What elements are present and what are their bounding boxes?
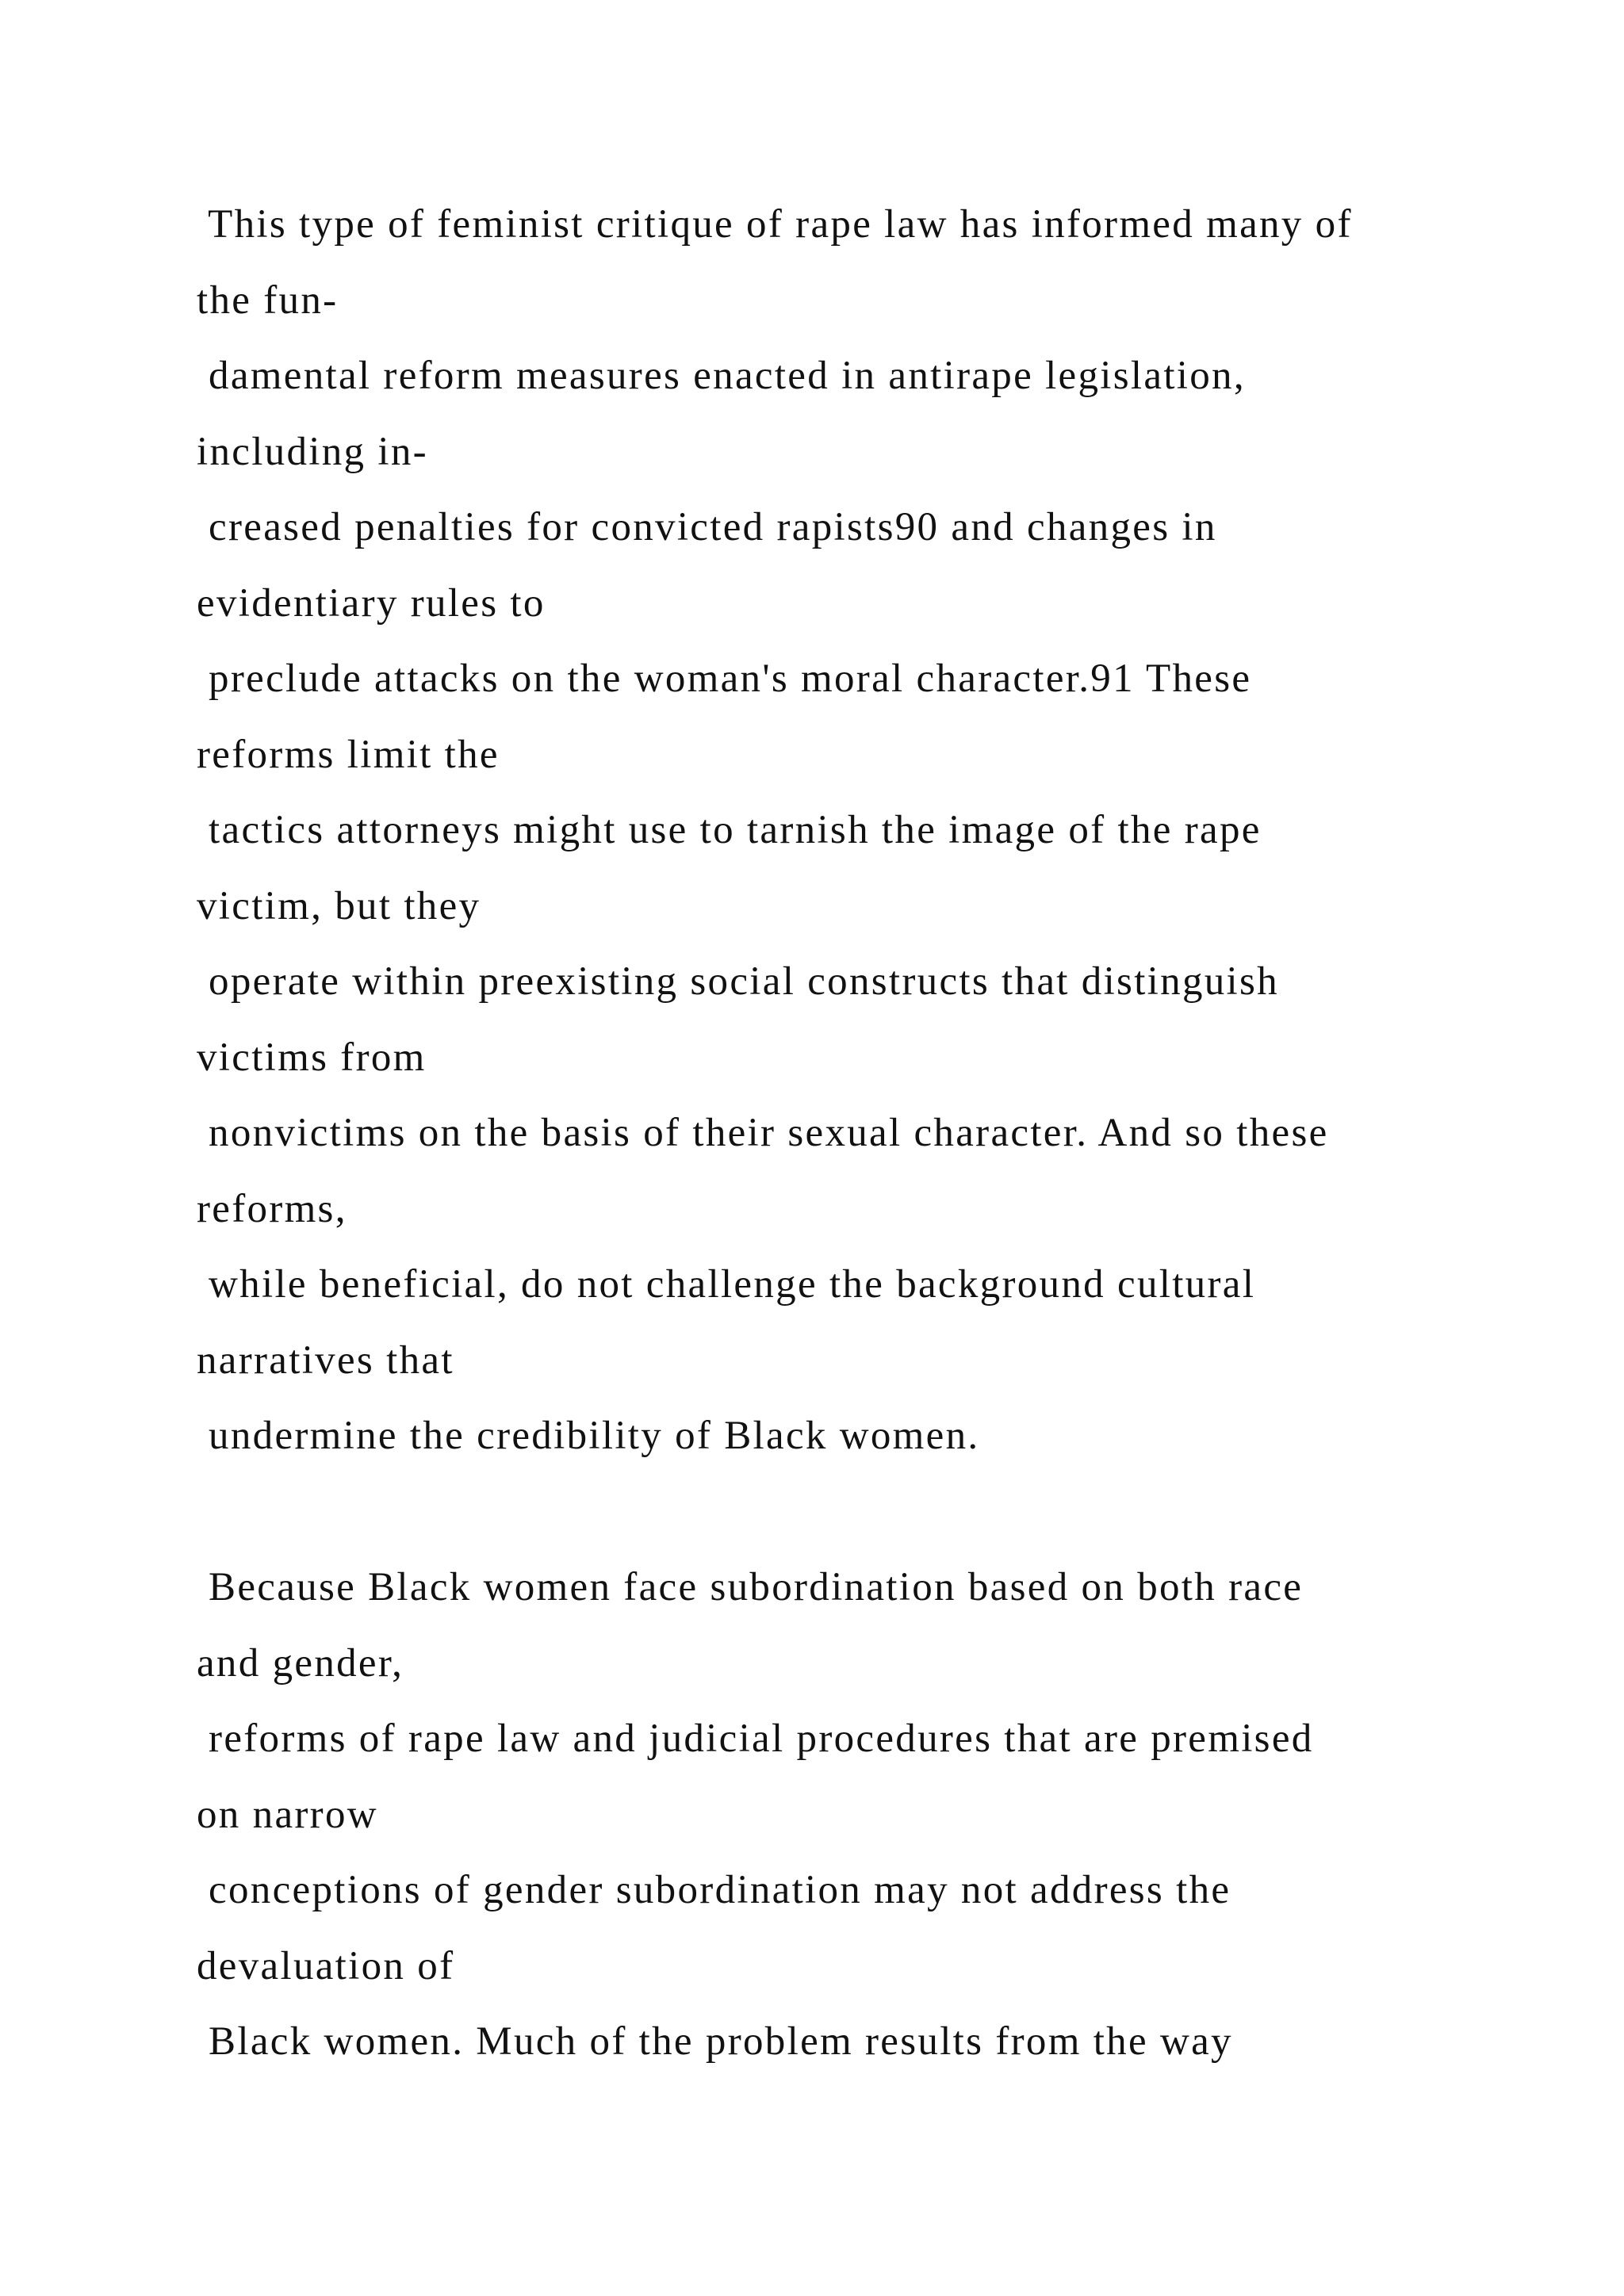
text-line: victim, but they: [197, 883, 481, 928]
text-line: reforms of rape law and judicial procedures that are premised: [197, 1716, 1314, 1761]
text-line: victims from: [197, 1035, 427, 1080]
text-line: nonvictims on the basis of their sexual character. And so these: [197, 1111, 1329, 1155]
text-line: This type of feminist critique of rape law has informed many of: [197, 202, 1353, 247]
text-line: devaluation of: [197, 1943, 455, 1988]
text-line: reforms,: [197, 1186, 347, 1231]
text-line: the fun-: [197, 277, 339, 323]
text-line: tactics attorneys might use to tarnish the image of the rape: [197, 808, 1262, 852]
paragraph: [197, 1550, 1592, 2080]
text-line: creased penalties for convicted rapists90 and changes in: [197, 505, 1217, 549]
text-line: Because Black women face subordination based on both race: [197, 1565, 1304, 1609]
text-line: evidentiary rules to: [197, 580, 546, 626]
text-line: on narrow: [197, 1792, 378, 1837]
text-line: and gender,: [197, 1640, 404, 1686]
text-line: preclude attacks on the woman's moral character.91 These: [197, 656, 1252, 701]
text-line: Black women. Much of the problem results from the way: [197, 2019, 1233, 2064]
paragraph-gap: [197, 1475, 1592, 1551]
text-line: reforms limit the: [197, 732, 500, 777]
text-line: conceptions of gender subordination may not address the: [197, 1868, 1231, 1912]
text-line: narratives that: [197, 1337, 454, 1383]
text-line: damental reform measures enacted in antirape legislation,: [197, 354, 1246, 398]
paragraph: [197, 187, 1592, 1475]
text-line: operate within preexisting social constructs that distinguish: [197, 959, 1279, 1004]
text-line: while beneficial, do not challenge the background cultural: [197, 1262, 1256, 1307]
document-body: [197, 187, 1592, 2080]
text-line: including in-: [197, 429, 428, 474]
text-line: undermine the credibility of Black women.: [197, 1414, 980, 1458]
